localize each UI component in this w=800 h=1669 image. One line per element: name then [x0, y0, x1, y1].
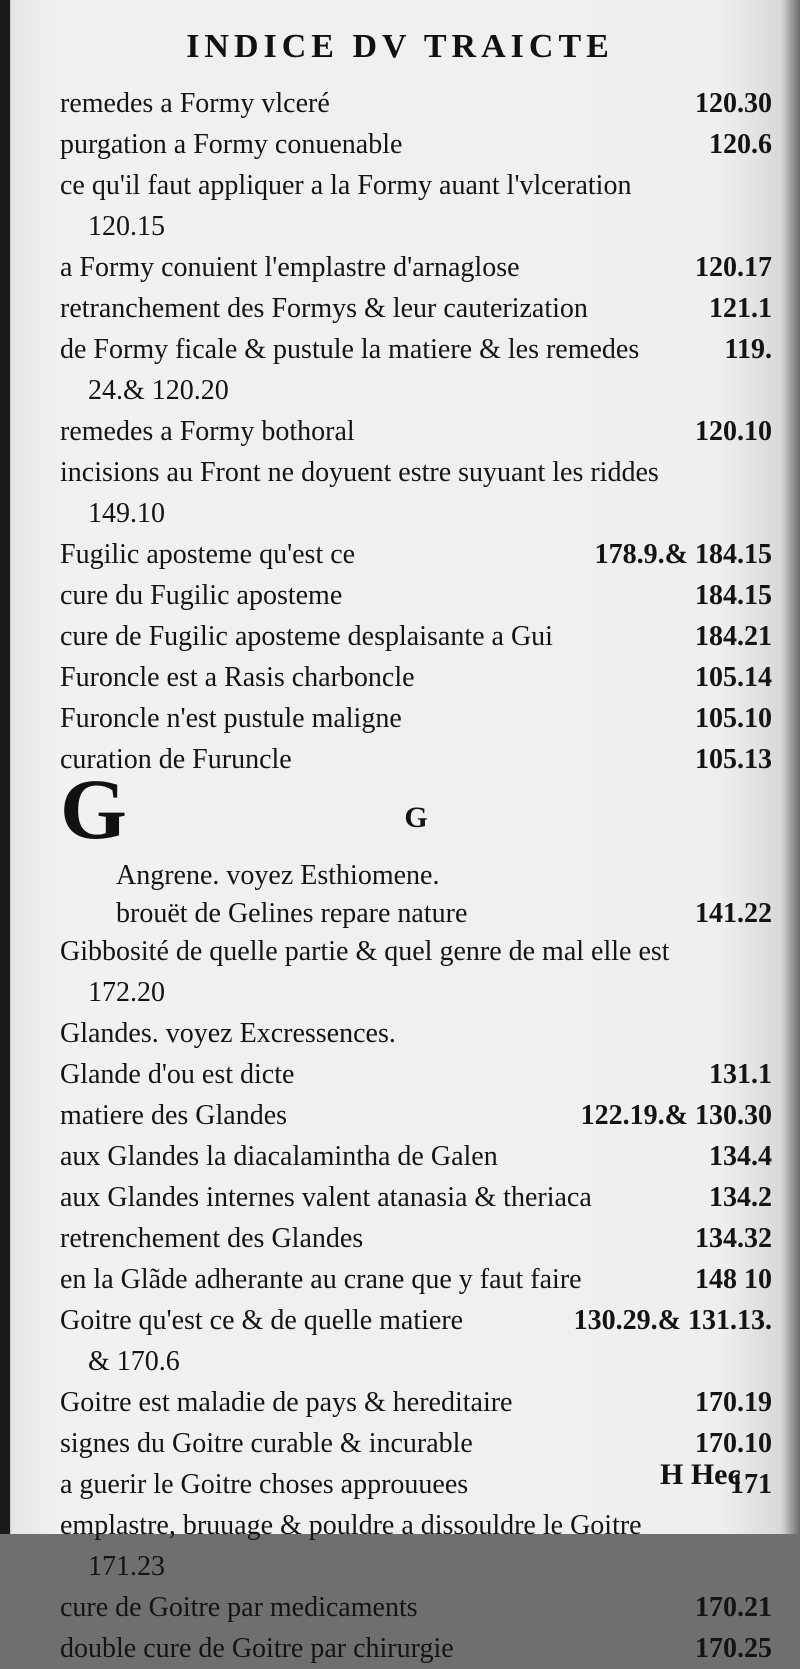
entry-text: remedes a Formy vlceré — [60, 88, 330, 119]
entry-page-ref: 119. — [724, 334, 772, 365]
entry-page-ref: 178.9.& 184.15 — [594, 539, 772, 570]
entry-page-ref: 120.17 — [695, 252, 772, 283]
index-entry — [60, 83, 772, 124]
entry-text: matiere des Glandes — [60, 1100, 288, 1131]
entry-page-ref: 121.1 — [709, 293, 772, 324]
entry-page-ref: 105.14 — [695, 662, 772, 693]
index-entry — [60, 1013, 772, 1054]
entry-text: Furoncle n'est pustule maligne — [60, 703, 402, 734]
index-entry — [60, 1259, 772, 1300]
entry-text: emplastre, bruuage & pouldre a dissouldre le Goitre — [60, 1510, 642, 1541]
entry-text: Gibbosité de quelle partie & quel genre de mal elle est — [60, 936, 670, 967]
entry-text: Goitre est maladie de pays & hereditaire — [60, 1387, 513, 1418]
entry-page-ref: 130.29.& 131.13. — [573, 1305, 772, 1336]
entry-page-ref: 131.1 — [709, 1059, 772, 1090]
index-entry — [60, 739, 772, 780]
index-entry — [60, 1628, 772, 1669]
entry-text: 171.23 — [88, 1551, 165, 1582]
entry-text: Furoncle est a Rasis charboncle — [60, 662, 415, 693]
entry-page-ref: 105.13 — [695, 744, 772, 775]
entry-text: Glandes. voyez Excressences. — [60, 1018, 396, 1049]
entry-page-ref: 120.30 — [695, 88, 772, 119]
index-entry — [60, 1382, 772, 1423]
index-entry — [60, 206, 772, 247]
index-entry — [60, 493, 772, 534]
index-entry — [60, 1136, 772, 1177]
index-entry — [60, 288, 772, 329]
index-entry — [60, 1300, 772, 1341]
index-entry — [60, 1341, 772, 1382]
index-entry — [60, 247, 772, 288]
index-entry — [60, 657, 772, 698]
binding-gutter — [0, 0, 10, 1534]
index-entry — [60, 1587, 772, 1628]
entry-text: 24.& 120.20 — [88, 375, 229, 406]
catchword: H Hec — [660, 1458, 741, 1491]
entry-text: G — [404, 801, 428, 834]
entry-text: incisions au Front ne doyuent estre suyuant les riddes — [60, 457, 659, 488]
index-entry — [60, 1546, 772, 1587]
entry-text: de Formy ficale & pustule la matiere & les remedes — [60, 334, 640, 365]
index-entry — [60, 855, 772, 893]
entry-text: ce qu'il faut appliquer a la Formy auant l'vlceration — [60, 170, 632, 201]
entry-page-ref: 120.10 — [695, 416, 772, 447]
entry-page-ref: 134.4 — [709, 1141, 772, 1172]
entry-page-ref: 122.19.& 130.30 — [580, 1100, 772, 1131]
running-header: INDICE DV TRAICTE — [186, 28, 614, 65]
entry-text: Goitre qu'est ce & de quelle matiere — [60, 1305, 464, 1336]
index-entry — [60, 698, 772, 739]
entry-text: retranchement des Formys & leur cauterization — [60, 293, 588, 324]
entry-page-ref: 170.21 — [695, 1592, 772, 1623]
index-entry — [60, 1095, 772, 1136]
entry-page-ref: 141.22 — [695, 898, 772, 929]
index-entry — [60, 165, 772, 206]
entry-page-ref: 105.10 — [695, 703, 772, 734]
index-entry — [60, 1218, 772, 1259]
index-entry — [60, 893, 772, 931]
entry-text: retrenchement des Glandes — [60, 1223, 364, 1254]
entry-text: aux Glandes internes valent atanasia & theriaca — [60, 1182, 592, 1213]
entry-text: & 170.6 — [88, 1346, 180, 1377]
drop-capital: G — [60, 761, 127, 857]
entry-text: 120.15 — [88, 211, 165, 242]
entry-text: remedes a Formy bothoral — [60, 416, 355, 447]
entry-page-ref: 184.15 — [695, 580, 772, 611]
index-entry — [60, 329, 772, 370]
index-entry — [60, 575, 772, 616]
entry-text: cure de Fugilic aposteme desplaisante a Gui — [60, 621, 553, 652]
section-letter — [60, 780, 772, 855]
entry-text: a guerir le Goitre choses approuuees — [60, 1469, 469, 1500]
entry-page-ref: 171 — [730, 1469, 772, 1500]
entry-text: Angrene. voyez Esthiomene. — [116, 860, 440, 891]
entry-text: a Formy conuient l'emplastre d'arnaglose — [60, 252, 520, 283]
index-entry — [60, 931, 772, 972]
entry-page-ref: 170.10 — [695, 1428, 772, 1459]
entry-page-ref: 170.25 — [695, 1633, 772, 1664]
entry-text: aux Glandes la diacalamintha de Galen — [60, 1141, 498, 1172]
entry-text: Glande d'ou est dicte — [60, 1059, 295, 1090]
index-entry — [60, 1177, 772, 1218]
entry-text: cure du Fugilic aposteme — [60, 580, 343, 611]
entry-text: cure de Goitre par medicaments — [60, 1592, 418, 1623]
entry-text: Fugilic aposteme qu'est ce — [60, 539, 356, 570]
entry-text: 172.20 — [88, 977, 165, 1008]
entry-text: purgation a Formy conuenable — [60, 129, 403, 160]
index-entry — [60, 1054, 772, 1095]
entry-text: brouët de Gelines repare nature — [116, 898, 468, 929]
index-entry — [60, 534, 772, 575]
index-entry — [60, 124, 772, 165]
entry-text: en la Glãde adherante au crane que y faut faire — [60, 1264, 582, 1295]
entry-text: curation de Furuncle — [60, 744, 292, 775]
entry-text: 149.10 — [88, 498, 165, 529]
entry-page-ref: 134.32 — [695, 1223, 772, 1254]
index-entries — [60, 83, 772, 1669]
index-entry — [60, 452, 772, 493]
index-entry — [60, 370, 772, 411]
entry-page-ref: 148 10 — [695, 1264, 772, 1295]
index-entry — [60, 411, 772, 452]
index-entry — [60, 1505, 772, 1546]
entry-page-ref: 170.19 — [695, 1387, 772, 1418]
entry-page-ref: 120.6 — [709, 129, 772, 160]
entry-page-ref: 184.21 — [695, 621, 772, 652]
entry-text: double cure de Goitre par chirurgie — [60, 1633, 454, 1664]
entry-text: signes du Goitre curable & incurable — [60, 1428, 473, 1459]
index-entry — [60, 972, 772, 1013]
entry-page-ref: 134.2 — [709, 1182, 772, 1213]
page-edge-shadow — [786, 0, 800, 1534]
index-entry — [60, 616, 772, 657]
